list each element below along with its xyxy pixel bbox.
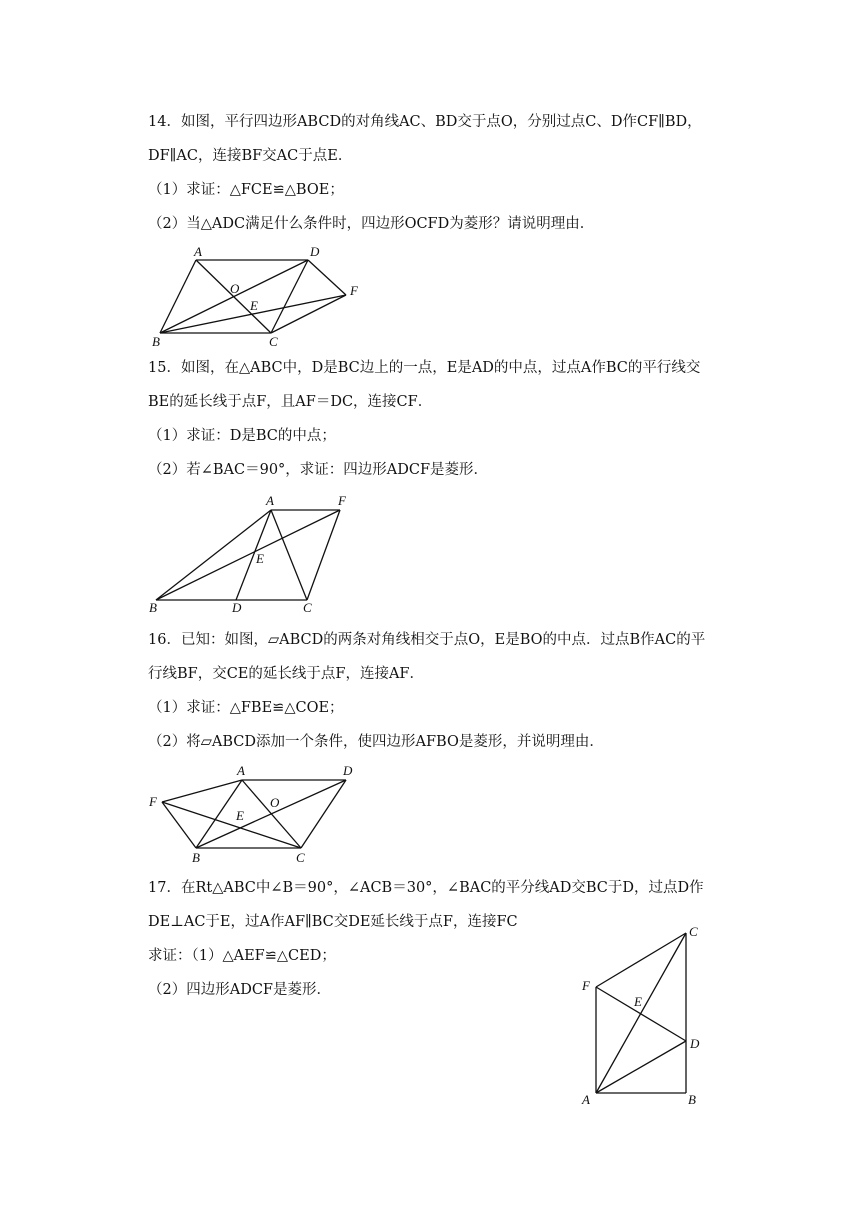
label-E: E [236,808,244,823]
problem-17-line-2: DE⊥AC于E，过A作AF∥BC交DE延长线于点F，连接FC [148,914,518,930]
segment-FB [162,802,196,848]
figure-15 [146,490,366,620]
segment-BD [160,260,308,333]
label-A: A [266,493,274,508]
label-A: A [194,244,202,259]
label-C: C [296,850,305,865]
label-D: D [343,763,353,778]
problem-15-part-2: （2）若∠BAC＝90°，求证：四边形ADCF是菱形． [148,462,489,478]
problem-17-part-2: （2）四边形ADCF是菱形． [148,982,331,998]
figure-16 [146,762,366,872]
label-O: O [230,281,240,296]
segment-FC [162,802,301,848]
segment-DC [271,260,308,333]
problem-14-part-2: （2）当△ADC满足什么条件时，四边形OCFD为菱形？请说明理由． [148,216,595,232]
label-C: C [303,600,312,615]
segment-AB [160,260,196,333]
problem-17-part-1: 求证：（1）△AEF≌△CED； [148,948,336,964]
label-D: D [690,1036,700,1051]
problem-15-line-2: BE的延长线于点F，且AF＝DC，连接CF． [148,394,433,410]
label-D: D [232,600,242,615]
label-B: B [152,334,160,349]
problem-16-part-1: （1）求证：△FBE≌△COE； [148,700,344,716]
label-F: F [582,978,590,993]
segment-FC [596,933,686,987]
problem-14-part-1: （1）求证：△FCE≌△BOE； [148,182,344,198]
problem-16-line-1: 16．已知：如图，▱ABCD的两条对角线相交于点O，E是BO的中点．过点B作AC的平 [148,632,706,648]
segment-DF [308,260,346,295]
label-B: B [688,1092,696,1107]
label-B: B [149,600,157,615]
label-C: C [689,924,698,939]
segment-AD [596,1041,686,1093]
figure-14 [150,244,380,354]
label-F: F [338,493,346,508]
problem-15-part-1: （1）求证：D是BC的中点； [148,428,336,444]
problem-14-line-1: 14．如图，平行四边形ABCD的对角线AC、BD交于点O，分别过点C、D作CF∥BD， [148,114,702,130]
problem-16-part-2: （2）将▱ABCD添加一个条件，使四边形AFBO是菱形，并说明理由． [148,734,604,750]
label-F: F [350,283,358,298]
label-A: A [237,763,245,778]
figure-17 [578,920,718,1120]
label-D: D [310,244,320,259]
label-F: F [149,794,157,809]
problem-14-line-2: DF∥AC，连接BF交AC于点E． [148,148,353,164]
problem-16-line-2: 行线BF，交CE的延长线于点F，连接AF． [148,666,424,682]
segment-AC [596,933,686,1093]
label-A: A [582,1092,590,1107]
problem-17-line-1: 17．在Rt△ABC中∠B＝90°，∠ACB＝30°，∠BAC的平分线AD交BC于D，过点D作 [148,880,704,896]
label-C: C [269,334,278,349]
label-E: E [634,994,642,1009]
label-O: O [270,795,280,810]
problem-15-line-1: 15．如图，在△ABC中，D是BC边上的一点，E是AD的中点，过点A作BC的平行线交 [148,360,701,376]
label-E: E [250,298,258,313]
label-E: E [256,551,264,566]
segment-AC [271,510,307,600]
segment-CF [271,295,346,333]
label-B: B [192,850,200,865]
